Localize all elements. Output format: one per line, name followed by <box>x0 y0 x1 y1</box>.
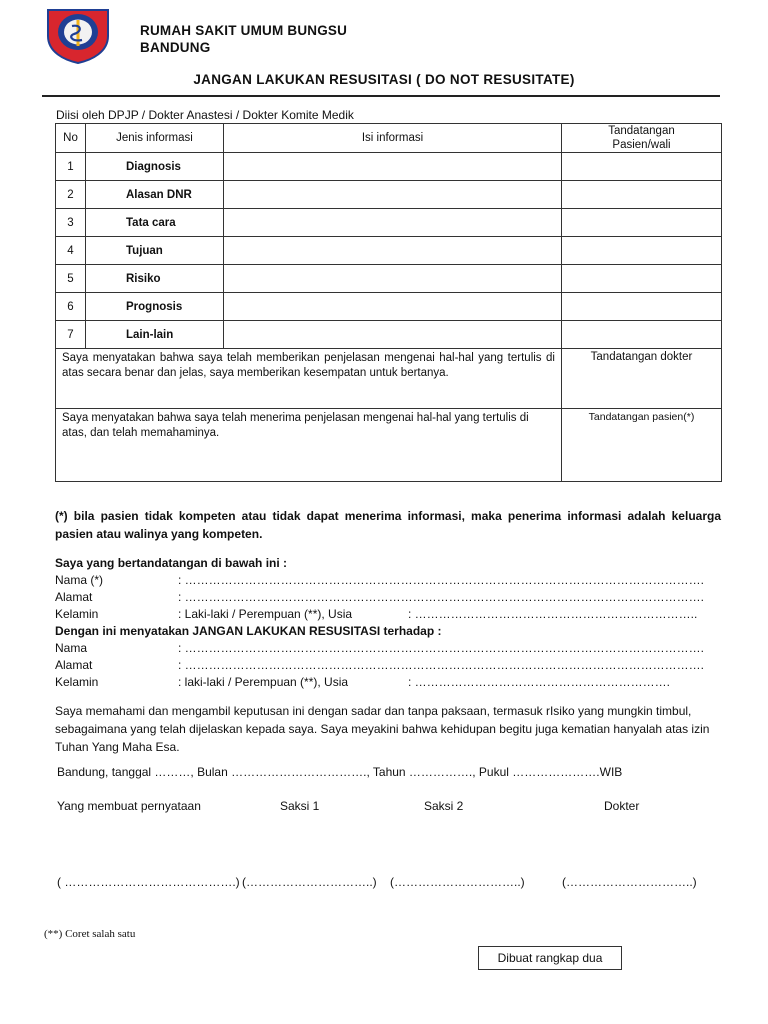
signer-kelamin-field[interactable]: : Laki-laki / Perempuan (**), Usia <box>178 607 353 621</box>
date-line[interactable]: Bandung, tanggal ………, Bulan ……………………………., Tahun ……………., Pukul ………………….WIB <box>57 765 623 779</box>
row-jenis: Lain-lain <box>86 321 224 349</box>
row-ttd-field[interactable] <box>562 153 722 181</box>
row-no: 7 <box>56 321 86 349</box>
col-ttd-header <box>562 124 722 153</box>
copy-note-box: Dibuat rangkap dua <box>478 946 622 970</box>
row-no: 1 <box>56 153 86 181</box>
filled-by-note: Diisi oleh DPJP / Dokter Anastesi / Dokter Komite Medik <box>56 108 354 122</box>
table-row <box>56 153 722 181</box>
patient-statement: Saya menyatakan bahwa saya telah menerima penjelasan mengenai hal-hal yang tertulis di atas, dan telah memahaminya. <box>56 409 562 482</box>
declaration-paragraph: Saya memahami dan mengambil keputusan ini dengan sadar dan tanpa paksaan, termasuk rIsiko yang mungkin timbul, sebagaimana yang telah dijelaskan kepada saya. Saya meyakini bahwa kehidupan begitu juga kematian hanyalah atas izin Tuhan Yang Maha Esa. <box>55 704 710 754</box>
table-row <box>56 181 722 209</box>
hospital-name-line2: BANDUNG <box>140 40 211 55</box>
patient-alamat-label: Alamat <box>55 658 93 672</box>
row-no: 4 <box>56 237 86 265</box>
row-jenis: Prognosis <box>86 293 224 321</box>
signature-line-doctor[interactable]: (…………………………..) <box>562 875 697 889</box>
col-no-header: No <box>56 124 86 153</box>
patient-kelamin-field[interactable]: : laki-laki / Perempuan (**), Usia <box>178 675 349 689</box>
row-jenis: Risiko <box>86 265 224 293</box>
row-jenis: Diagnosis <box>86 153 224 181</box>
table-row <box>56 237 722 265</box>
signer-nama-label: Nama (*) <box>55 573 104 587</box>
row-no: 5 <box>56 265 86 293</box>
signer-kelamin-label: Kelamin <box>55 607 99 621</box>
col-ttd-header-line1: Tandatangan <box>608 125 675 137</box>
row-ttd-field[interactable] <box>562 181 722 209</box>
signer-alamat-label: Alamat <box>55 590 93 604</box>
footnote: (**) Coret salah satu <box>44 928 136 940</box>
table-row <box>56 209 722 237</box>
row-isi-field[interactable] <box>224 181 562 209</box>
table-header-row <box>56 124 722 153</box>
row-no: 3 <box>56 209 86 237</box>
competence-note: (*) bila pasien tidak kompeten atau tidak dapat menerima informasi, maka penerima informasi adalah keluarga pasien atau walinya yang kompeten. <box>55 509 721 541</box>
signature-line-declarant[interactable]: ( …………………………………….) <box>57 875 240 889</box>
row-ttd-field[interactable] <box>562 265 722 293</box>
row-isi-field[interactable] <box>224 153 562 181</box>
signer-nama-field[interactable]: : …………………………………………………………………………………………………………………. <box>178 573 705 587</box>
row-ttd-field[interactable] <box>562 321 722 349</box>
col-ttd-header-line2: Pasien/wali <box>612 139 671 151</box>
signer-alamat-field[interactable]: : …………………………………………………………………………………………………………………. <box>178 590 705 604</box>
row-isi-field[interactable] <box>224 293 562 321</box>
doctor-statement: Saya menyatakan bahwa saya telah memberikan penjelasan mengenai hal-hal yang tertulis di atas secara benar dan jelas, saya memberikan kesempatan untuk bertanya. <box>56 349 562 409</box>
signature-label-witness-1: Saksi 1 <box>280 799 320 813</box>
patient-signature-field[interactable] <box>562 409 722 482</box>
patient-usia-field[interactable]: : ………………………………………………………. <box>408 675 671 689</box>
signature-line-witness-2[interactable]: (…………………………..) <box>390 875 525 889</box>
hospital-name <box>140 22 347 56</box>
table-row <box>56 321 722 349</box>
signature-label-doctor: Dokter <box>604 799 640 813</box>
patient-alamat-field[interactable]: : …………………………………………………………………………………………………………………. <box>178 658 705 672</box>
hospital-logo <box>42 6 114 64</box>
doctor-signature-field[interactable] <box>562 349 722 409</box>
patient-statement-row <box>56 409 722 482</box>
hospital-name-line1: RUMAH SAKIT UMUM BUNGSU <box>140 23 348 38</box>
table-row <box>56 265 722 293</box>
signature-line-witness-1[interactable]: (…………………………..) <box>242 875 377 889</box>
col-jenis-header: Jenis informasi <box>86 124 224 153</box>
signer-intro: Saya yang bertandatangan di bawah ini : <box>55 556 288 570</box>
page-title: JANGAN LAKUKAN RESUSITASI ( DO NOT RESUSITATE) <box>193 72 575 87</box>
patient-signature-label: Tandatangan pasien(*) <box>588 411 695 423</box>
signer-usia-field[interactable]: : …………………………………………………………….. <box>408 607 698 621</box>
patient-nama-label: Nama <box>55 641 88 655</box>
patient-kelamin-label: Kelamin <box>55 675 99 689</box>
row-isi-field[interactable] <box>224 321 562 349</box>
row-ttd-field[interactable] <box>562 237 722 265</box>
row-isi-field[interactable] <box>224 265 562 293</box>
patient-nama-field[interactable]: : …………………………………………………………………………………………………………………. <box>178 641 705 655</box>
doctor-statement-row <box>56 349 722 409</box>
table-row <box>56 293 722 321</box>
doctor-signature-label: Tandatangan dokter <box>590 351 693 363</box>
patient-intro: Dengan ini menyatakan JANGAN LAKUKAN RESUSITASI terhadap : <box>55 624 442 638</box>
row-no: 6 <box>56 293 86 321</box>
row-jenis: Tujuan <box>86 237 224 265</box>
row-jenis: Tata cara <box>86 209 224 237</box>
information-table <box>55 123 722 482</box>
signature-label-declarant: Yang membuat pernyataan <box>57 799 201 813</box>
row-ttd-field[interactable] <box>562 209 722 237</box>
col-isi-header: Isi informasi <box>224 124 562 153</box>
row-isi-field[interactable] <box>224 209 562 237</box>
row-no: 2 <box>56 181 86 209</box>
row-isi-field[interactable] <box>224 237 562 265</box>
row-jenis: Alasan DNR <box>86 181 224 209</box>
row-ttd-field[interactable] <box>562 293 722 321</box>
signature-label-witness-2: Saksi 2 <box>424 799 464 813</box>
header-divider <box>42 95 720 97</box>
